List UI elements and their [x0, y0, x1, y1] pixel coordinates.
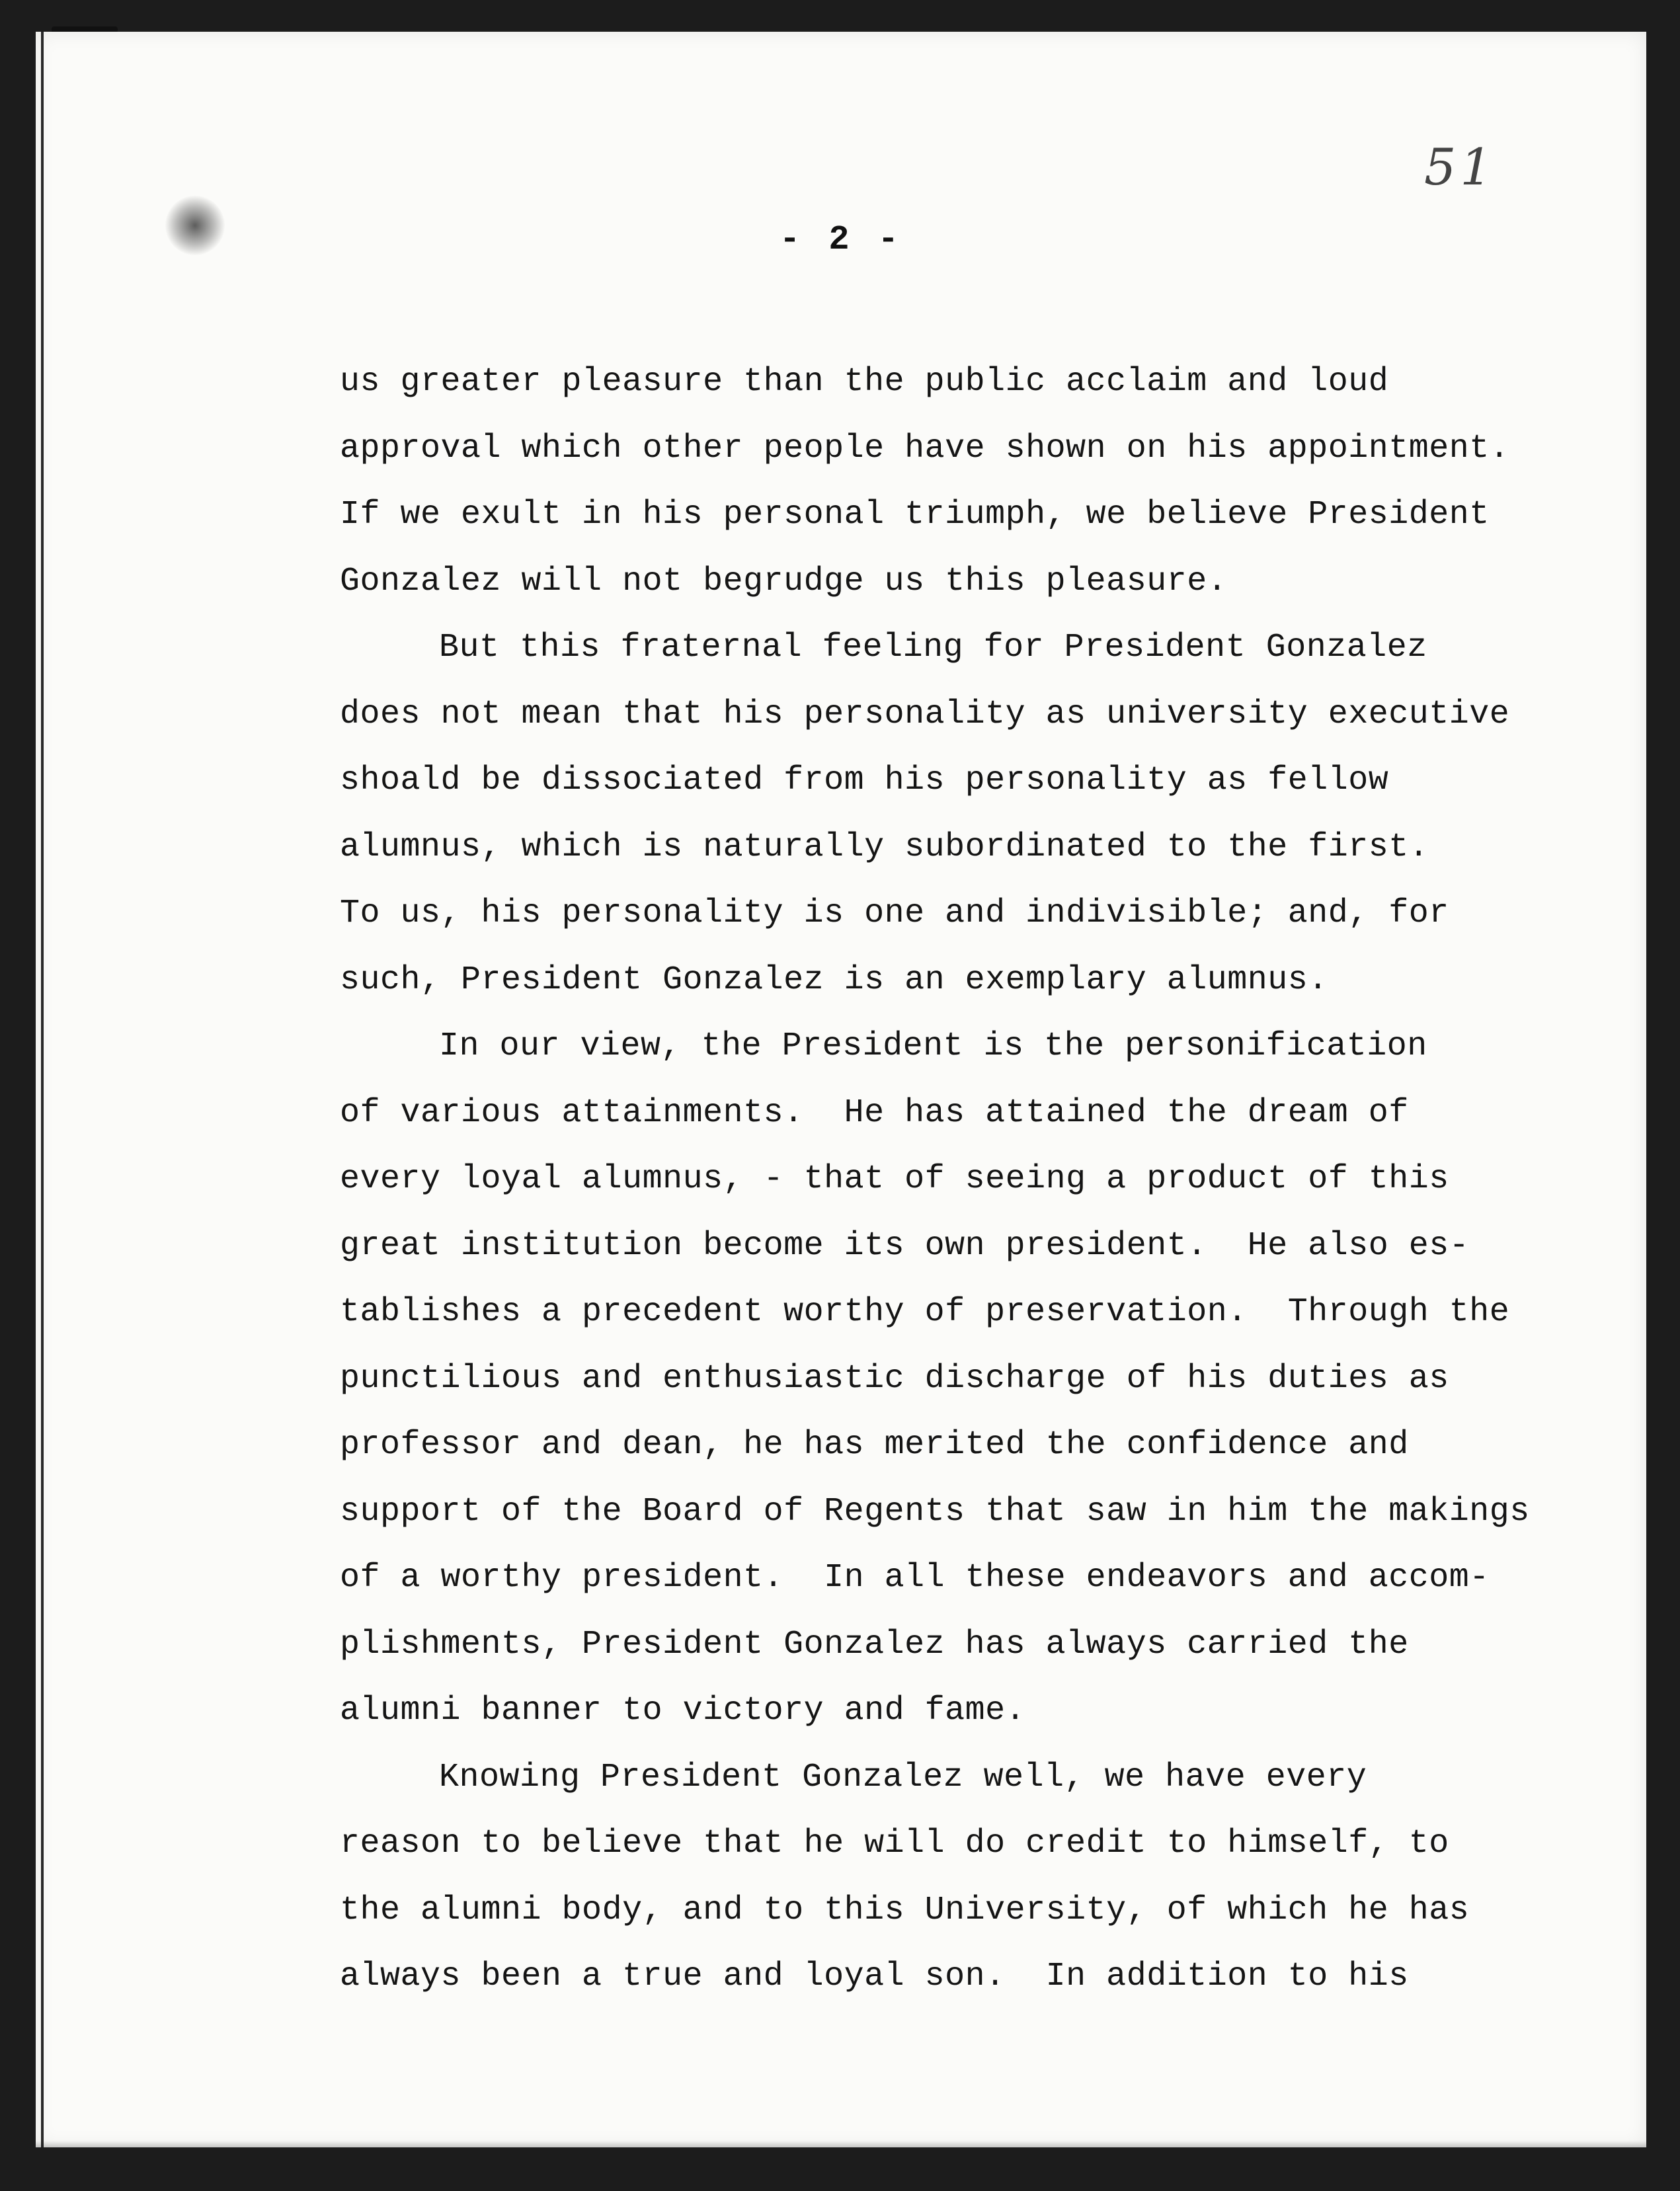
- text-line: such, President Gonzalez is an exemplary alumnus.: [340, 961, 1328, 999]
- text-line: the alumni body, and to this University, of which he has: [340, 1891, 1470, 1929]
- text-line: plishments, President Gonzalez has always carried the: [340, 1625, 1409, 1663]
- text-line: professor and dean, he has merited the confidence and: [340, 1426, 1409, 1464]
- handwritten-folio-number: 51: [1424, 138, 1496, 196]
- text-line: does not mean that his personality as university executive: [340, 695, 1510, 733]
- text-line: us greater pleasure than the public acclaim and loud: [340, 363, 1389, 401]
- text-line: If we exult in his personal triumph, we believe President: [340, 496, 1490, 534]
- text-line: approval which other people have shown on his appointment.: [340, 429, 1510, 467]
- text-line: great institution become its own president. He also es-: [340, 1226, 1470, 1265]
- text-line: every loyal alumnus, - that of seeing a product of this: [340, 1160, 1449, 1198]
- text-line: punctilious and enthusiastic discharge of his duties as: [340, 1359, 1449, 1398]
- text-line: reason to believe that he will do credit to himself, to: [340, 1825, 1449, 1862]
- page-number: - 2 -: [779, 220, 903, 259]
- text-line: But this fraternal feeling for President Gonzalez: [439, 629, 1427, 666]
- text-line: tablishes a precedent worthy of preservation. Through the: [340, 1293, 1510, 1331]
- text-line: Gonzalez will not begrudge us this pleasure.: [340, 562, 1228, 600]
- text-line: of various attainments. He has attained the dream of: [340, 1094, 1409, 1132]
- text-line: alumni banner to victory and fame.: [340, 1692, 1026, 1730]
- text-line: alumnus, which is naturally subordinated to the first.: [340, 828, 1429, 866]
- page-left-edge-line: [41, 32, 44, 2147]
- text-line: To us, his personality is one and indivisible; and, for: [340, 895, 1449, 932]
- text-line: always been a true and loyal son. In addition to his: [340, 1958, 1409, 1995]
- text-line: shoald be dissociated from his personality as fellow: [340, 762, 1389, 799]
- document-page: [36, 32, 1646, 2147]
- page-bottom-shadow: [36, 2141, 1646, 2147]
- text-line: support of the Board of Regents that saw in him the makings: [340, 1492, 1530, 1531]
- text-line: Knowing President Gonzalez well, we have every: [439, 1758, 1367, 1796]
- text-line: In our view, the President is the personification: [439, 1027, 1427, 1065]
- body-text: [340, 349, 1636, 2011]
- text-line: of a worthy president. In all these endeavors and accom-: [340, 1559, 1490, 1597]
